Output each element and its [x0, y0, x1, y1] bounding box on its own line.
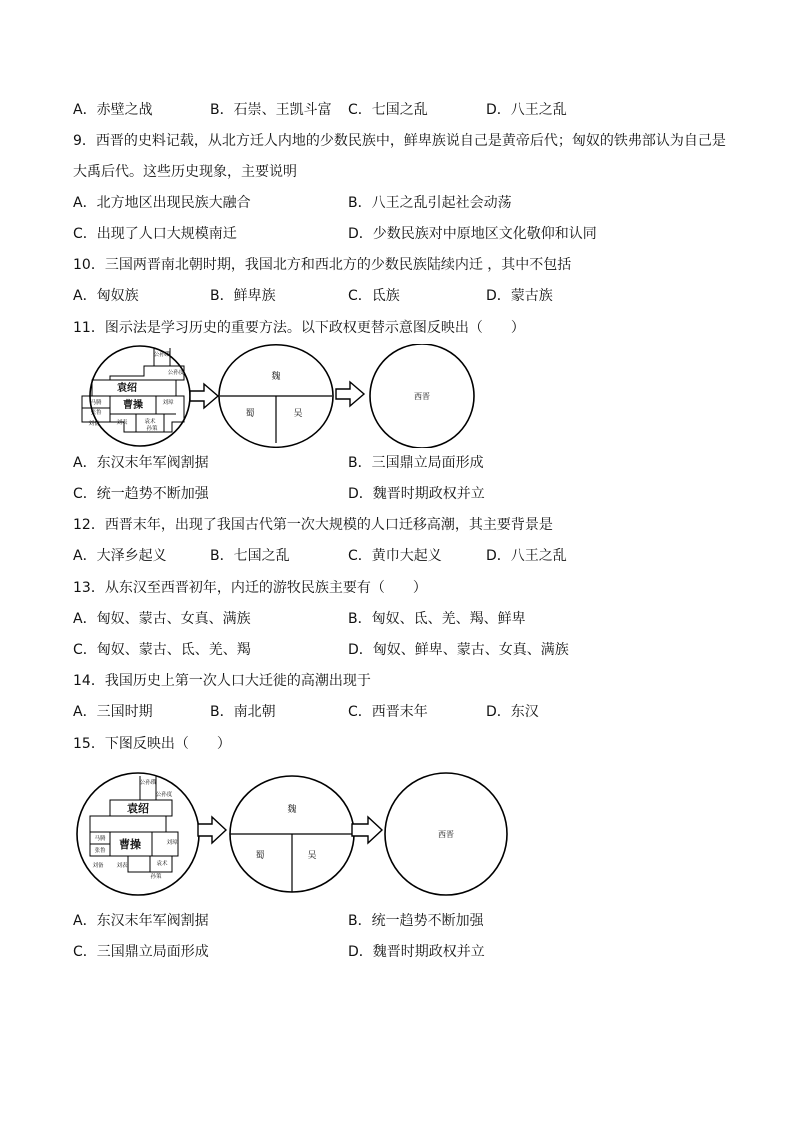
option-letter: B．: [210, 548, 234, 564]
label-zhanglu: 张鲁: [94, 848, 106, 854]
label-sunce: 孙策: [146, 426, 158, 432]
q8-option-a[interactable]: [73, 100, 153, 120]
option-text: 匈奴、氐、羌、羯、鲜卑: [371, 611, 526, 627]
label-xijin: 西晋: [438, 830, 454, 839]
label-liubei: 刘备: [88, 421, 100, 427]
label-liubiao: 刘表: [116, 863, 128, 869]
xijin-circle: [385, 773, 507, 895]
q10-option-b[interactable]: [210, 286, 276, 306]
option-letter: C．: [73, 486, 97, 502]
q8-option-c[interactable]: [348, 100, 428, 120]
q14-option-c[interactable]: [348, 702, 428, 722]
q13-option-d[interactable]: [348, 640, 569, 660]
option-text: 三国鼎立局面形成: [371, 455, 484, 471]
option-letter: A．: [73, 102, 97, 118]
option-text: 三国时期: [96, 704, 153, 720]
label-liubei: 刘备: [92, 863, 104, 869]
q15-option-a[interactable]: [73, 911, 209, 931]
label-wei: 魏: [271, 372, 281, 382]
q11-option-b[interactable]: [348, 453, 484, 473]
label-shu: 蜀: [245, 409, 255, 419]
label-gongsundu: 公孙度: [167, 370, 185, 376]
label-wu: 吴: [293, 409, 303, 419]
label-caocao: 曹操: [119, 838, 141, 851]
label-shu: 蜀: [255, 851, 265, 861]
label-liuzhang: 刘璋: [162, 400, 174, 406]
q11-stem: 11．图示法是学习历史的重要方法。以下政权更替示意图反映出（ ）: [73, 320, 525, 336]
q8-option-b[interactable]: [210, 100, 332, 120]
option-text: 东汉末年军阀割据: [96, 455, 209, 471]
option-text: 匈奴、鲜卑、蒙古、女真、满族: [372, 642, 569, 658]
q13-option-a[interactable]: [73, 609, 251, 629]
label-gongsunzan: 公孙瓒: [153, 352, 171, 358]
option-letter: A．: [73, 455, 97, 471]
label-xijin: 西晋: [414, 392, 430, 401]
arrow-right-icon: [352, 817, 382, 843]
xijin-circle: [370, 344, 474, 448]
q15-option-c[interactable]: [73, 942, 209, 962]
option-letter: C．: [348, 704, 372, 720]
option-letter: C．: [73, 642, 97, 658]
option-text: 大泽乡起义: [96, 548, 167, 564]
option-letter: B．: [348, 455, 372, 471]
option-text: 七国之乱: [233, 548, 290, 564]
q9-option-c[interactable]: [73, 224, 237, 244]
q15-option-b[interactable]: [348, 911, 484, 931]
option-text: 南北朝: [233, 704, 276, 720]
option-letter: B．: [348, 195, 372, 211]
label-gongsunzan: 公孙瓒: [139, 780, 157, 786]
q8-option-d[interactable]: [486, 100, 567, 120]
label-mateng: 马腾: [90, 400, 102, 406]
q11-regime-diagram: [72, 344, 502, 448]
label-liuzhang: 刘璋: [166, 840, 178, 846]
label-yuanshu: 袁术: [156, 861, 168, 867]
q9-option-d[interactable]: [348, 224, 597, 244]
q15-regime-diagram: [72, 772, 534, 900]
option-letter: D．: [486, 288, 511, 304]
three-kingdoms-circle: [230, 776, 354, 892]
option-text: 氐族: [371, 288, 400, 304]
option-letter: D．: [486, 548, 511, 564]
arrow-right-icon: [198, 817, 226, 843]
arrow-right-icon: [336, 382, 364, 406]
label-yuanshao: 袁绍: [127, 802, 149, 815]
option-letter: D．: [348, 486, 373, 502]
label-wu: 吴: [307, 851, 317, 861]
option-letter: D．: [486, 704, 511, 720]
label-yuanshu: 袁术: [144, 419, 156, 425]
q13-stem: 13．从东汉至西晋初年，内迁的游牧民族主要有（ ）: [73, 580, 427, 596]
option-letter: C．: [348, 288, 372, 304]
option-text: 东汉: [510, 704, 539, 720]
option-letter: A．: [73, 704, 97, 720]
option-text: 匈奴、蒙古、女真、满族: [96, 611, 251, 627]
option-text: 出现了人口大规模南迁: [96, 226, 237, 242]
q10-option-a[interactable]: [73, 286, 139, 306]
q11-option-c[interactable]: [73, 484, 209, 504]
q13-option-c[interactable]: [73, 640, 251, 660]
option-letter: A．: [73, 913, 97, 929]
q10-option-c[interactable]: [348, 286, 400, 306]
q12-option-d[interactable]: [486, 546, 567, 566]
option-text: 三国鼎立局面形成: [96, 944, 209, 960]
label-caocao: 曹操: [123, 400, 143, 411]
option-letter: C．: [348, 548, 372, 564]
q9-option-b[interactable]: [348, 193, 512, 213]
option-text: 北方地区出现民族大融合: [96, 195, 251, 211]
option-text: 八王之乱: [510, 548, 567, 564]
q10-option-d[interactable]: [486, 286, 553, 306]
option-text: 七国之乱: [371, 102, 428, 118]
option-text: 赤壁之战: [96, 102, 153, 118]
three-kingdoms-circle: [219, 345, 333, 448]
q14-stem: 14．我国历史上第一次人口大迁徙的高潮出现于: [73, 673, 371, 689]
option-text: 八王之乱引起社会动荡: [371, 195, 512, 211]
label-zhanglu: 张鲁: [90, 410, 102, 416]
q10-stem: 10．三国两晋南北朝时期，我国北方和西北方的少数民族陆续内迁 ，其中不包括: [73, 257, 572, 273]
q12-stem: 12．西晋末年，出现了我国古代第一次大规模的人口迁移高潮，其主要背景是: [73, 517, 553, 533]
q15-option-d[interactable]: [348, 942, 485, 962]
option-text: 西晋末年: [371, 704, 428, 720]
option-letter: A．: [73, 611, 97, 627]
label-yuanshao: 袁绍: [117, 383, 137, 394]
option-letter: A．: [73, 288, 97, 304]
label-mateng: 马腾: [94, 836, 106, 842]
warlord-circle: [82, 346, 190, 446]
option-letter: B．: [348, 611, 372, 627]
option-letter: A．: [73, 548, 97, 564]
option-text: 统一趋势不断加强: [371, 913, 484, 929]
option-text: 八王之乱: [510, 102, 567, 118]
q12-option-b[interactable]: [210, 546, 290, 566]
q11-option-d[interactable]: [348, 484, 485, 504]
q13-option-b[interactable]: [348, 609, 526, 629]
option-letter: D．: [348, 642, 373, 658]
label-sunce: 孙策: [150, 874, 162, 880]
q9-stem-line2: 大禹后代。这些历史现象，主要说明: [73, 164, 297, 180]
option-text: 黄巾大起义: [371, 548, 442, 564]
option-letter: B．: [210, 288, 234, 304]
option-letter: D．: [486, 102, 511, 118]
option-letter: B．: [210, 704, 234, 720]
option-text: 东汉末年军阀割据: [96, 913, 209, 929]
q14-option-a[interactable]: [73, 702, 153, 722]
option-letter: C．: [348, 102, 372, 118]
q9-stem-line1: 9．西晋的史料记载，从北方迁人内地的少数民族中，鲜卑族说自己是黄帝后代；匈奴的铁弗部认为自己是: [73, 133, 726, 149]
option-text: 统一趋势不断加强: [96, 486, 209, 502]
option-letter: C．: [73, 226, 97, 242]
option-letter: B．: [210, 102, 234, 118]
q14-option-d[interactable]: [486, 702, 539, 722]
option-text: 魏晋时期政权并立: [372, 486, 485, 502]
q14-option-b[interactable]: [210, 702, 276, 722]
label-wei: 魏: [287, 805, 297, 815]
warlord-circle: [77, 773, 199, 895]
option-text: 蒙古族: [510, 288, 553, 304]
option-text: 魏晋时期政权并立: [372, 944, 485, 960]
option-letter: C．: [73, 944, 97, 960]
q12-option-c[interactable]: [348, 546, 442, 566]
option-letter: D．: [348, 226, 373, 242]
q11-option-a[interactable]: [73, 453, 209, 473]
option-text: 鲜卑族: [233, 288, 276, 304]
option-text: 匈奴、蒙古、氐、羌、羯: [96, 642, 251, 658]
option-letter: A．: [73, 195, 97, 211]
option-text: 少数民族对中原地区文化敬仰和认同: [372, 226, 597, 242]
q9-option-a[interactable]: [73, 193, 251, 213]
option-letter: B．: [348, 913, 372, 929]
option-text: 匈奴族: [96, 288, 139, 304]
option-letter: D．: [348, 944, 373, 960]
option-text: 石崇、王凯斗富: [233, 102, 332, 118]
label-gongsundu: 公孙度: [155, 792, 173, 798]
q12-option-a[interactable]: [73, 546, 167, 566]
label-liubiao: 刘表: [116, 420, 128, 426]
q15-stem: 15．下图反映出（ ）: [73, 736, 231, 752]
arrow-right-icon: [190, 384, 218, 408]
